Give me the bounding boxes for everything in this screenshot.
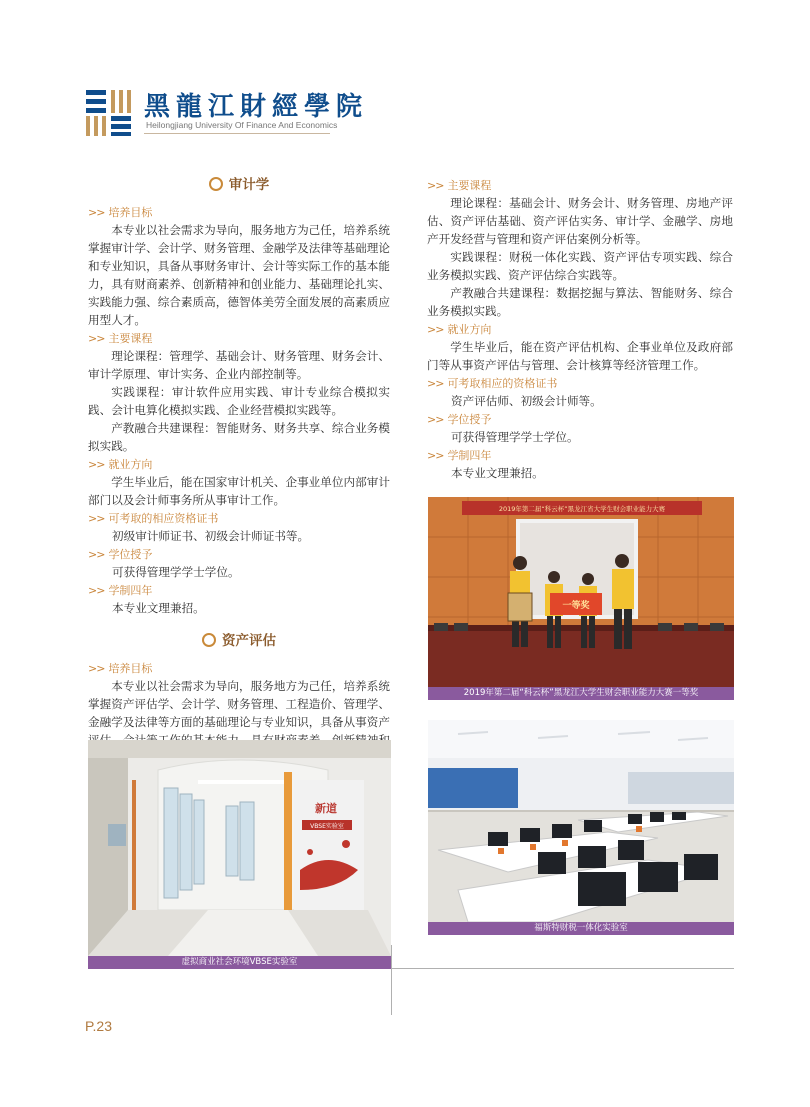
appraisal-cert-text: 资产评估师、初级会计师等。 (451, 394, 602, 408)
appraisal-years-heading: >> 学制四年 (427, 449, 492, 462)
audit-goal-heading: >> 培养目标 (88, 206, 153, 219)
school-name-en: Heilongjiang University Of Finance And Economics (146, 120, 338, 130)
vbse-logo-text: 新道 (315, 802, 337, 815)
chevron-right-icon: >> (427, 413, 444, 426)
appraisal-course-theory: 理论课程：基础会计、财务会计、财务管理、房地产评估、资产评估基础、资产评估实务、审计学、金融学、房地产开发经营与管理和资产评估案例分析等。 (427, 196, 733, 246)
appraisal-course-heading: >> 主要课程 (427, 179, 492, 192)
vbse-caption: 虚拟商业社会环境VBSE实验室 (88, 956, 391, 969)
vbse-sign-text: VBSE实验室 (310, 823, 344, 830)
award-caption: 2019年第二届“科云杯”黑龙江大学生财会职业能力大赛一等奖 (428, 687, 734, 700)
vbse-photo (88, 740, 391, 956)
chevron-right-icon: >> (88, 548, 105, 561)
chevron-right-icon: >> (88, 206, 105, 219)
chevron-right-icon: >> (88, 512, 105, 525)
header-divider (144, 133, 330, 134)
chevron-right-icon: >> (427, 179, 444, 192)
award-board-text: 一等奖 (562, 601, 590, 611)
chevron-right-icon: >> (88, 584, 105, 597)
left-column (88, 175, 390, 785)
award-banner-text: 2019年第二届“科云杯”黑龙江省大学生财会职业能力大赛 (498, 505, 666, 513)
audit-cert-text: 初级审计师证书、初级会计师证书等。 (112, 529, 310, 543)
school-name-cn: 黑龍江財經學院 (144, 92, 369, 122)
appraisal-cert-heading: >> 可考取相应的资格证书 (427, 377, 558, 390)
lab-photo (428, 720, 734, 922)
audit-degree-heading: >> 学位授予 (88, 548, 153, 561)
page-number: P.23 (85, 1018, 112, 1034)
audit-course-theory: 理论课程：管理学、基础会计、财务管理、财务会计、审计学原理、审计实务、企业内部控制等。 (88, 349, 390, 381)
award-photo (428, 497, 734, 687)
section-title-audit: 审计学 (88, 175, 390, 195)
chevron-right-icon: >> (427, 449, 444, 462)
ring-bullet-icon (202, 633, 216, 647)
chevron-right-icon: >> (427, 377, 444, 390)
footer-divider-horizontal (391, 968, 734, 969)
chevron-right-icon: >> (88, 458, 105, 471)
appraisal-career-text: 学生毕业后，能在资产评估机构、企事业单位及政府部门等从事资产评估与管理、会计核算等经济管理工作。 (427, 340, 733, 372)
audit-degree-text: 可获得管理学学士学位。 (112, 565, 240, 579)
chevron-right-icon: >> (88, 332, 105, 345)
appraisal-degree-text: 可获得管理学学士学位。 (451, 430, 579, 444)
appraisal-career-heading: >> 就业方向 (427, 323, 492, 336)
appraisal-goal-heading: >> 培养目标 (88, 662, 153, 675)
footer-divider-vertical (391, 945, 392, 1015)
appraisal-years-text: 本专业文理兼招。 (451, 466, 544, 480)
audit-cert-heading: >> 可考取的相应资格证书 (88, 512, 219, 525)
school-logo-icon (86, 90, 134, 136)
audit-course-heading: >> 主要课程 (88, 332, 153, 345)
right-column (427, 176, 733, 482)
audit-career-heading: >> 就业方向 (88, 458, 153, 471)
appraisal-goal-text: 本专业以社会需求为导向，服务地方为己任，培养系统掌握资产评估学、会计学、财务管理、工程造价、管理学、金融学及法律等方面的基础理论与专业知识，具备从事资产 (88, 679, 390, 729)
chevron-right-icon: >> (88, 662, 105, 675)
section-title-appraisal: 资产评估 (88, 631, 390, 651)
appraisal-course-practice: 实践课程：财税一体化实践、资产评估专项实践、综合业务模拟实践、资产评估综合实践等。 (427, 250, 733, 282)
audit-years-heading: >> 学制四年 (88, 584, 153, 597)
audit-goal-text: 本专业以社会需求为导向，服务地方为己任，培养系统掌握审计学、会计学、财务管理、金融学及法律等基础理论和专业知识，具备从事财务审计、会计等实际工作的基本能力，具有财商素养、创新精神和创业能力、基础理论扎实、实践能力强、综合素质高，德智体美劳全面发展的高素质应用型人才。 (88, 223, 390, 327)
audit-course-practice: 实践课程：审计软件应用实践、审计专业综合模拟实践、会计电算化模拟实践、企业经营模拟实践等。 (88, 385, 390, 417)
lab-caption: 福斯特财税一体化实验室 (428, 922, 734, 935)
appraisal-degree-heading: >> 学位授予 (427, 413, 492, 426)
audit-career-text: 学生毕业后，能在国家审计机关、企事业单位内部审计部门以及会计师事务所从事审计工作。 (88, 475, 390, 507)
ring-bullet-icon (209, 177, 223, 191)
appraisal-course-industry: 产教融合共建课程：数据挖掘与算法、智能财务、综合业务模拟实践。 (427, 286, 733, 318)
audit-course-industry: 产教融合共建课程：智能财务、财务共享、综合业务模拟实践。 (88, 421, 390, 453)
audit-years-text: 本专业文理兼招。 (112, 601, 205, 615)
chevron-right-icon: >> (427, 323, 444, 336)
